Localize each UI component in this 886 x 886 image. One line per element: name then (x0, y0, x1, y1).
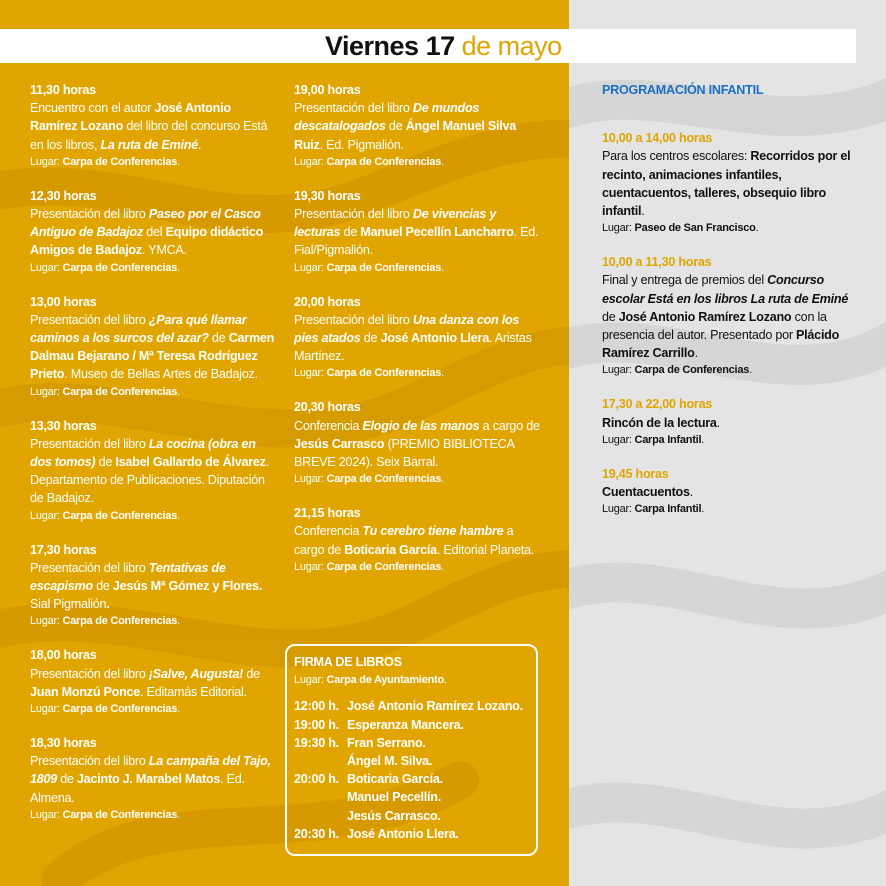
children-program-column (602, 81, 857, 534)
event-time: 19,45 horas (602, 466, 669, 481)
signing-author: Esperanza Mancera. (347, 717, 464, 732)
event-location: Lugar: Carpa de Conferencias. (294, 560, 444, 573)
schedule-column-2 (294, 81, 544, 592)
event-description: Presentación del libro De mundos descatalogados de Ángel Manuel Silva Ruiz. Ed. Pigmalión. (294, 101, 516, 152)
event-item (294, 81, 544, 171)
signing-row (294, 697, 536, 715)
signing-row (294, 716, 536, 734)
event-description: Final y entrega de premios del Concurso escolar Está en los libros La ruta de Eminé de José Antonio Ramírez Lozano con la presencia del autor. Presentado por Plácido Ramírez Carrillo. (602, 273, 849, 361)
event-location: Lugar: Carpa Infantil. (602, 503, 705, 516)
signing-time (294, 807, 347, 825)
signing-row (294, 752, 536, 770)
event-location: Lugar: Carpa de Conferencias. (30, 155, 180, 168)
page-title (325, 29, 562, 63)
children-program-events (602, 129, 857, 518)
event-description: Presentación del libro De vivencias y lecturas de Manuel Pecellín Lancharro. Ed. Fial/Pigmalión. (294, 207, 539, 258)
event-item (30, 417, 280, 525)
book-signing-location: Lugar: Carpa de Ayuntamiento. (294, 674, 447, 687)
event-time: 18,00 horas (30, 648, 97, 663)
event-time: 10,00 a 14,00 horas (602, 131, 713, 146)
signing-author: Manuel Pecellín. (347, 790, 441, 805)
signing-row (294, 788, 536, 806)
signing-author: José Antonio Ramírez Lozano. (347, 699, 523, 714)
event-description: Cuentacuentos. (602, 485, 693, 500)
event-location: Lugar: Carpa de Conferencias. (294, 367, 444, 380)
event-description: Presentación del libro Paseo por el Casco Antiguo de Badajoz del Equipo didáctico Amigos de Badajoz. YMCA. (30, 207, 264, 258)
signing-row (294, 770, 536, 788)
event-location: Lugar: Carpa de Conferencias. (30, 808, 180, 821)
signing-time: 19:00 h. (294, 717, 339, 732)
title-month: de mayo (461, 31, 562, 61)
event-item (30, 187, 280, 277)
event-item (30, 734, 280, 824)
event-location: Lugar: Paseo de San Francisco. (602, 222, 759, 235)
event-time: 21,15 horas (294, 506, 361, 521)
title-bar (0, 29, 856, 63)
signing-author: Boticaria García. (347, 772, 443, 787)
event-description: Presentación del libro Una danza con los pies atados de José Antonio Llera. Aristas Martínez. (294, 312, 532, 364)
event-time: 19,30 horas (294, 188, 361, 203)
event-time: 19,00 horas (294, 83, 361, 97)
event-item (30, 541, 280, 631)
event-location: Lugar: Carpa de Conferencias. (602, 364, 752, 377)
event-description: Rincón de la lectura. (602, 415, 720, 430)
event-item (294, 504, 544, 576)
event-location: Lugar: Carpa de Conferencias. (294, 261, 444, 274)
event-time: 10,00 a 11,30 horas (602, 255, 712, 270)
event-time: 20,30 horas (294, 400, 361, 415)
event-item (294, 293, 544, 383)
signing-row (294, 734, 536, 752)
event-description: Para los centros escolares: Recorridos por el recinto, animaciones infantiles, cuentacuentos, talleres, obsequio libro infantil. (602, 149, 851, 219)
event-location: Lugar: Carpa de Conferencias. (30, 615, 180, 628)
signing-row (294, 807, 536, 825)
book-signing-list (294, 697, 536, 843)
signing-author: José Antonio Llera. (347, 826, 459, 841)
signing-time (294, 788, 347, 806)
event-location: Lugar: Carpa de Conferencias. (30, 385, 180, 398)
event-location: Lugar: Carpa de Conferencias. (294, 473, 444, 486)
children-program-title: PROGRAMACIÓN INFANTIL (602, 83, 764, 97)
book-signing-box (285, 644, 538, 856)
event-time: 11,30 horas (30, 83, 96, 97)
signing-time: 19:30 h. (294, 735, 339, 750)
title-day: Viernes 17 (325, 31, 455, 61)
signing-author: Fran Serrano. (347, 735, 426, 750)
signing-author: Jesús Carrasco. (347, 808, 441, 823)
event-description: Presentación del libro ¡Salve, Augusta! de Juan Monzú Ponce. Editamás Editorial. (30, 666, 260, 699)
signing-row (294, 825, 536, 843)
event-description: Conferencia Tu cerebro tiene hambre a cargo de Boticaria García. Editorial Planeta. (294, 524, 535, 557)
signing-time: 20:30 h. (294, 826, 339, 841)
event-description: Encuentro con el autor José Antonio Ramírez Lozano del libro del concurso Está en los libros, La ruta de Eminé. (30, 101, 268, 152)
event-item (294, 187, 544, 277)
event-item (602, 129, 857, 237)
event-description: Conferencia Elogio de las manos a cargo de Jesús Carrasco (PREMIO BIBLIOTECA BREVE 2024). Seix Barral. (294, 418, 540, 470)
event-location: Lugar: Carpa de Conferencias. (30, 509, 180, 522)
event-location: Lugar: Carpa de Conferencias. (30, 703, 180, 716)
event-time: 17,30 horas (30, 542, 97, 557)
event-time: 20,00 horas (294, 294, 361, 309)
event-location: Lugar: Carpa Infantil. (602, 433, 705, 446)
event-time: 18,30 horas (30, 736, 97, 751)
event-location: Lugar: Carpa de Conferencias. (294, 155, 444, 168)
event-description: Presentación del libro La cocina (obra en dos tomos) de Isabel Gallardo de Álvarez. Departamento de Publicaciones. Diputación de Badajoz. (30, 436, 269, 506)
signing-time: 20:00 h. (294, 772, 339, 787)
event-item (294, 398, 544, 488)
event-item (602, 253, 857, 379)
event-item (30, 646, 280, 718)
signing-time: 12:00 h. (294, 699, 339, 714)
event-time: 13,00 horas (30, 294, 97, 309)
event-time: 17,30 a 22,00 horas (602, 397, 713, 412)
event-time: 13,30 horas (30, 418, 97, 433)
book-signing-title: FIRMA DE LIBROS (294, 655, 402, 669)
event-time: 12,30 horas (30, 188, 97, 203)
event-description: Presentación del libro ¿Para qué llamar caminos a los surcos del azar? de Carmen Dalmau Bejarano / Mª Teresa Rodríguez Prieto. Museo de Bellas Artes de Badajoz. (30, 312, 275, 382)
event-description: Presentación del libro La campaña del Tajo, 1809 de Jacinto J. Marabel Matos. Ed. Almena. (30, 754, 271, 805)
schedule-column-1 (30, 81, 280, 840)
event-description: Presentación del libro Tentativas de escapismo de Jesús Mª Gómez y Flores. Sial Pigmalión. (30, 560, 263, 612)
signing-author: Ángel M. Silva. (347, 754, 433, 769)
event-item (30, 293, 280, 401)
event-item (602, 395, 857, 448)
signing-time (294, 752, 347, 770)
event-item (30, 81, 280, 171)
event-item (602, 465, 857, 518)
event-location: Lugar: Carpa de Conferencias. (30, 261, 180, 274)
